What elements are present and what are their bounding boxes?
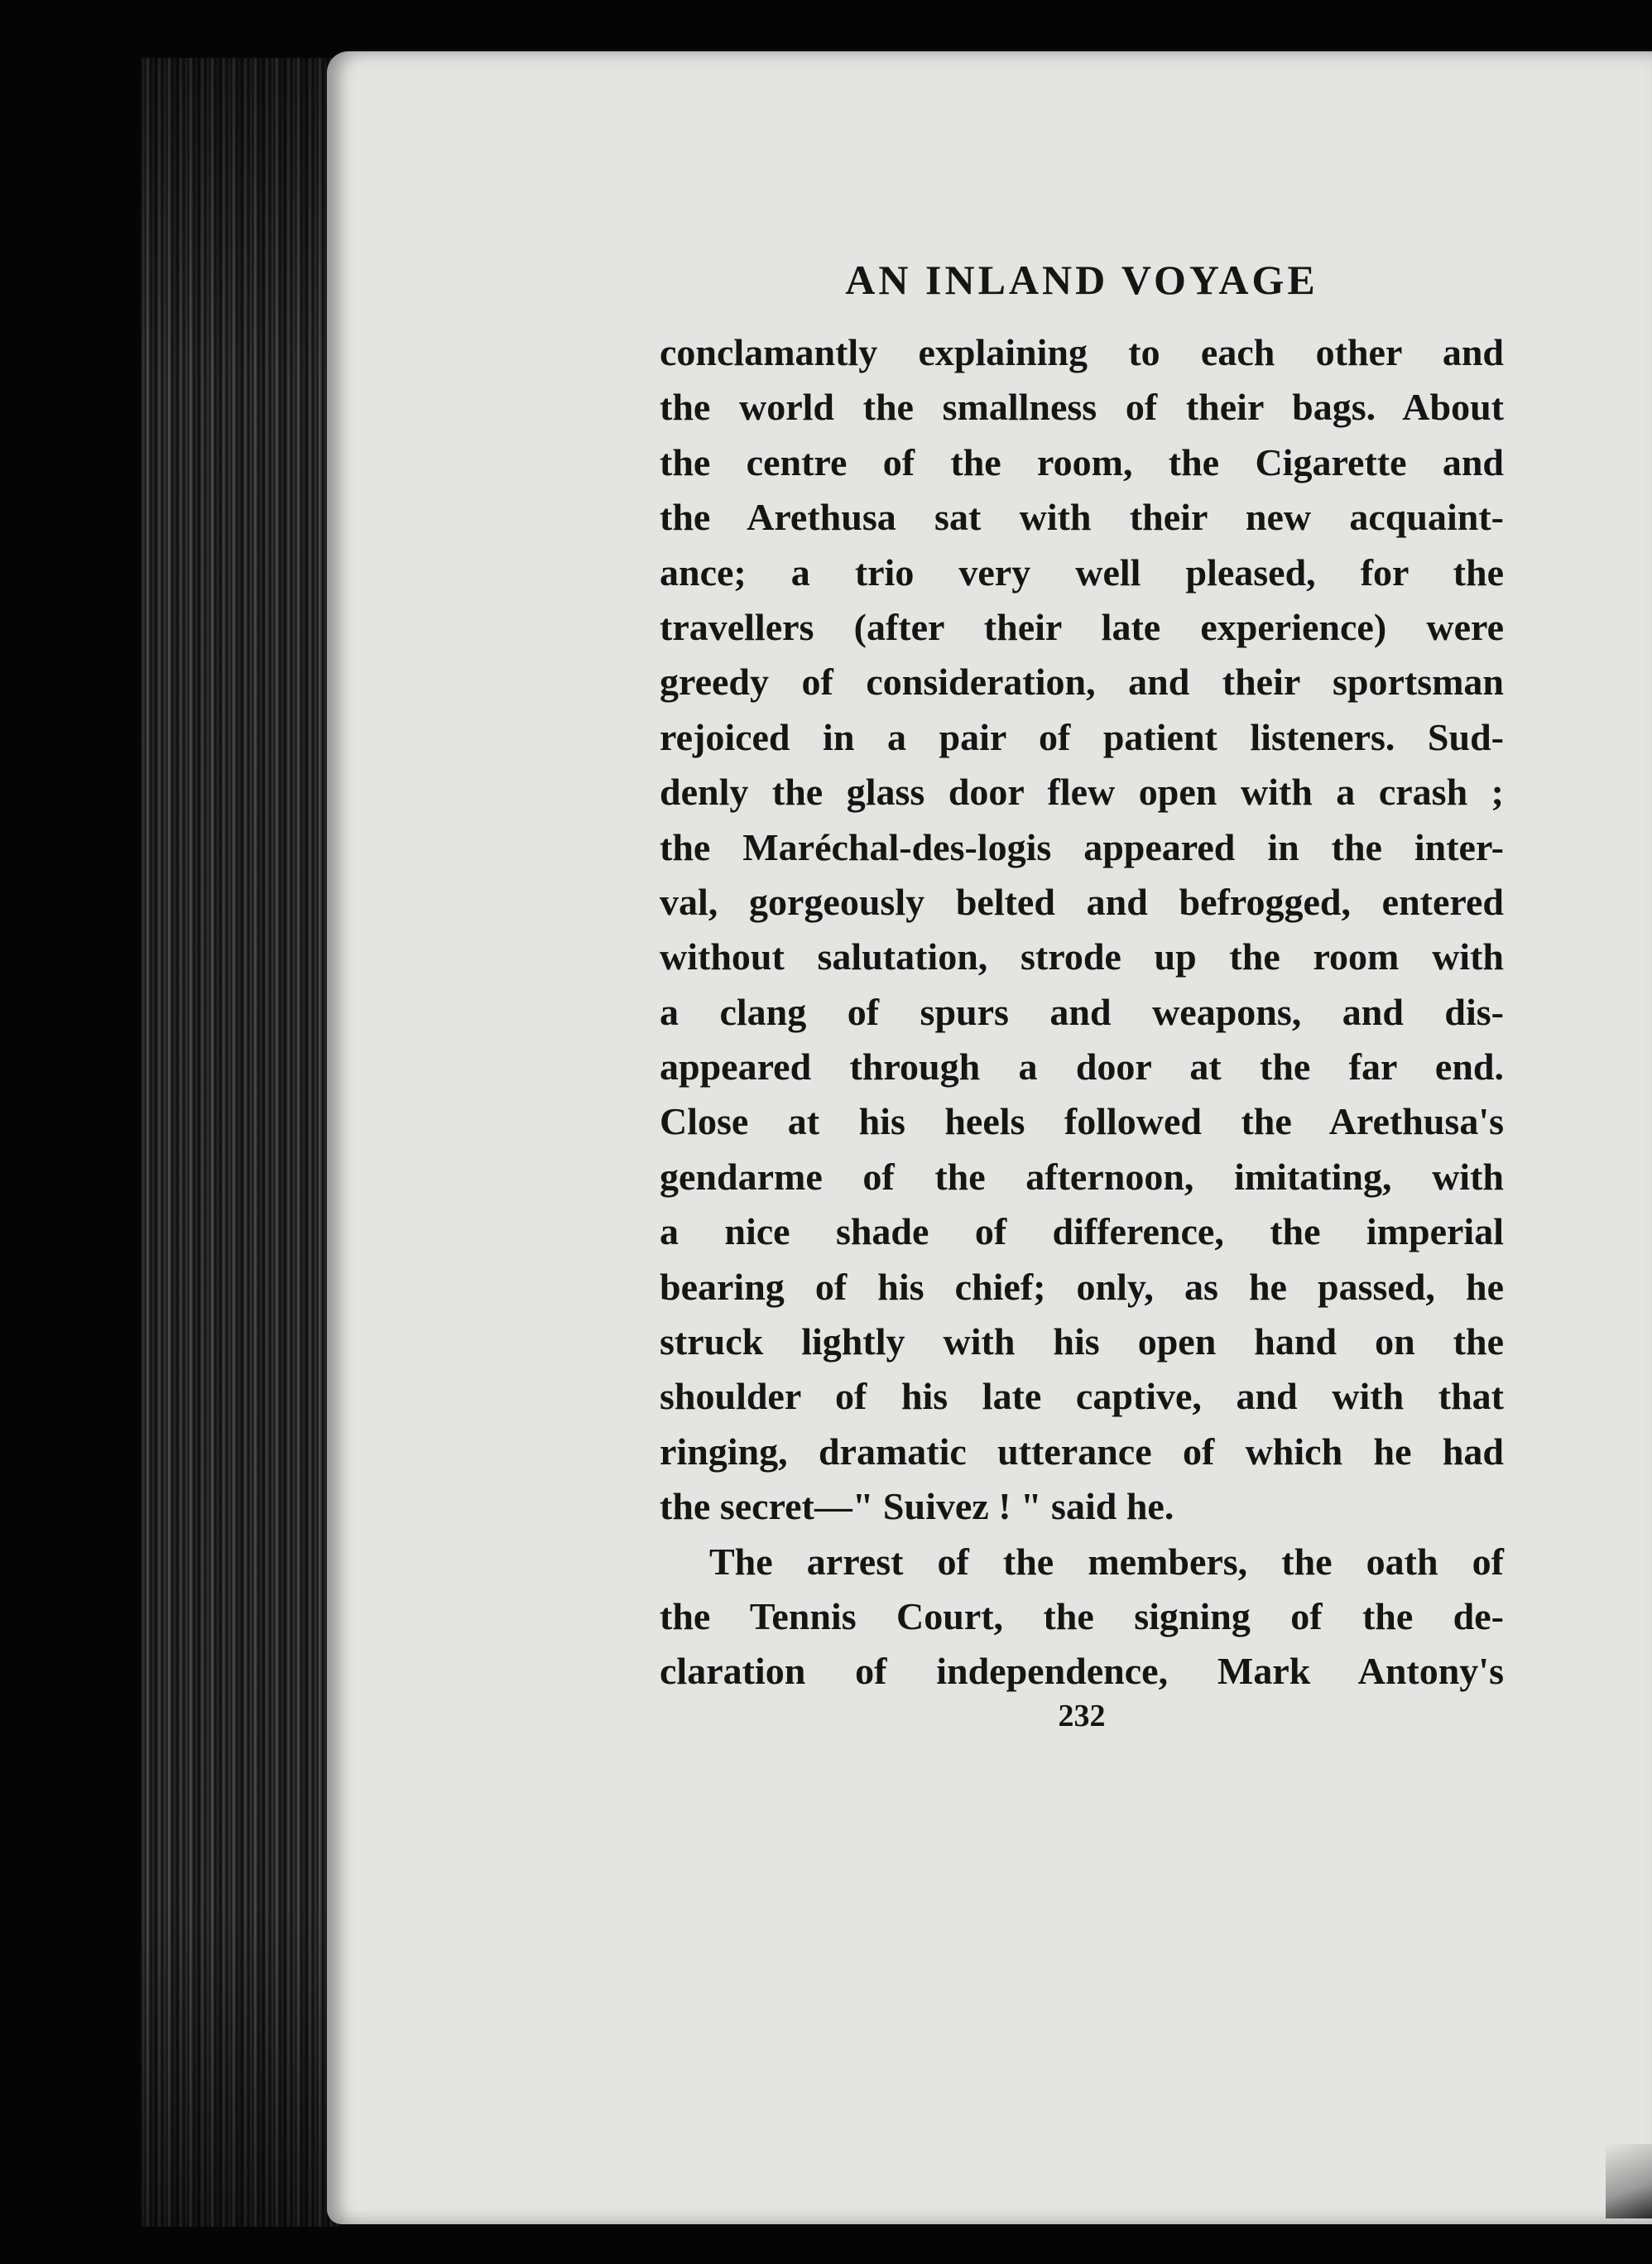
- page-curl: [1606, 2144, 1652, 2218]
- text-line: bearing of his chief; only, as he passed, he: [660, 1265, 1504, 1308]
- text-line: rejoiced in a pair of patient listeners. Sud-: [660, 715, 1504, 758]
- book-fore-edge: [141, 58, 339, 2227]
- text-line: struck lightly with his open hand on the: [660, 1320, 1504, 1363]
- text-line: a clang of spurs and weapons, and dis-: [660, 990, 1504, 1033]
- text-line: The arrest of the members, the oath of: [709, 1540, 1504, 1583]
- text-line: travellers (after their late experience) were: [660, 605, 1504, 648]
- text-line: the Tennis Court, the signing of the de-: [660, 1594, 1504, 1637]
- text-line: ance; a trio very well pleased, for the: [660, 550, 1504, 594]
- page-number: 232: [1058, 1698, 1106, 1733]
- text-line: the world the smallness of their bags. About: [660, 386, 1504, 429]
- running-head: AN INLAND VOYAGE: [845, 257, 1318, 303]
- text-line: denly the glass door flew open with a crash ;: [660, 771, 1504, 814]
- text-line: Close at his heels followed the Arethusa's: [660, 1100, 1504, 1143]
- text-line: appeared through a door at the far end.: [660, 1045, 1504, 1089]
- text-line: without salutation, strode up the room with: [660, 935, 1504, 978]
- text-line: the secret—" Suivez ! " said he.: [660, 1485, 1174, 1528]
- text-line: val, gorgeously belted and befrogged, entered: [660, 880, 1504, 923]
- text-line: a nice shade of difference, the imperial: [660, 1210, 1504, 1253]
- page-text: [660, 252, 1504, 1733]
- text-line: ringing, dramatic utterance of which he had: [660, 1430, 1504, 1473]
- text-line: the centre of the room, the Cigarette and: [660, 440, 1504, 483]
- text-line: shoulder of his late captive, and with that: [660, 1375, 1504, 1418]
- text-line: gendarme of the afternoon, imitating, with: [660, 1155, 1504, 1198]
- text-line: greedy of consideration, and their sportsman: [660, 661, 1504, 704]
- text-line: the Maréchal-des-logis appeared in the inter-: [660, 825, 1504, 868]
- text-line: the Arethusa sat with their new acquaint-: [660, 496, 1504, 539]
- text-line: conclamantly explaining to each other and: [660, 331, 1504, 373]
- text-line: claration of independence, Mark Antony's: [660, 1650, 1504, 1693]
